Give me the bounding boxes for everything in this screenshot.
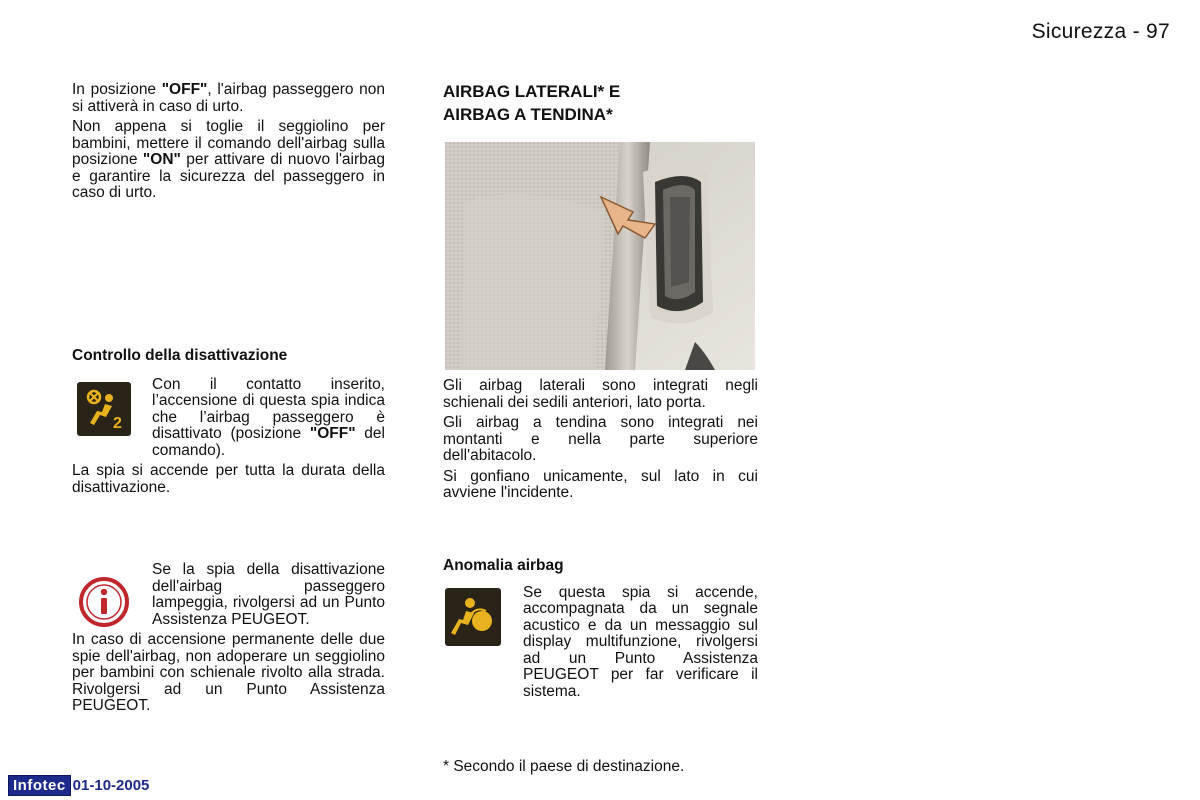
text-span: In posizione [72, 81, 162, 98]
warning-block [72, 562, 385, 719]
text-span: Con il contatto inserito, l’accensione di questa spia indica che l’airbag passeggero è disattivato (posizione [152, 375, 385, 442]
side-airbag-paragraph-1: Gli airbag laterali sono integrati negli schienali dei sedili anteriori, lato porta. [443, 377, 758, 411]
infotec-logo: Infotec [8, 775, 71, 796]
section-title-line-2: AIRBAG A TENDINA* [443, 105, 613, 124]
deactivation-row [72, 377, 385, 460]
bold-off: "OFF" [309, 425, 356, 442]
side-airbag-paragraph-2: Gli airbag a tendina sono integrati nei montanti e nella parte superiore dell'abitacolo. [443, 414, 758, 464]
warning-text-wrap [152, 562, 385, 628]
anomaly-block [443, 558, 758, 704]
bold-on: "ON" [142, 151, 181, 168]
deactivation-text-wrap [152, 377, 385, 460]
seat-airbag-photo [445, 142, 755, 370]
side-airbag-title [443, 82, 758, 128]
deactivation-text-2: La spia si accende per tutta la durata della disattivazione. [72, 462, 385, 496]
text-span: per attivare di nuovo l'airbag e garantire la sicurezza del passeggero in caso di urto. [72, 151, 385, 201]
deactivation-title: Controllo della disattivazione [72, 347, 288, 364]
text-span: del comando). [152, 425, 385, 459]
footer-date: 01-10-2005 [72, 776, 150, 794]
text-span: , l'airbag passeggero non si attiverà in caso di urto. [72, 81, 385, 115]
intro-paragraph-2 [72, 119, 385, 202]
section-title-line-1: AIRBAG LATERALI* E [443, 82, 621, 101]
svg-text:2: 2 [113, 414, 122, 432]
info-warning-icon [74, 572, 134, 632]
text-span: Non appena si toglie il seggiolino per bambini, mettere il comando dell'airbag sulla posizione [72, 118, 385, 168]
intro-paragraph-1 [72, 82, 385, 115]
page-header: Sicurezza - 97 [1031, 20, 1170, 43]
deactivation-block [72, 348, 385, 500]
warning-text-2: In caso di accensione permanente delle due spie dell'airbag, non adoperare un seggiolino per bambini con schienale rivolto alla strada. Rivolgersi ad un Punto Assistenza PEUGEOT. [72, 631, 385, 714]
anomaly-text-wrap [523, 585, 758, 701]
anomaly-text: Se questa spia si accende, accompagnata da un segnale acustico e da un messaggio sul display multifunzione, rivolgersi ad un Punto Assistenza PEUGEOT per far verificare il sistema. [523, 583, 758, 700]
footer [8, 774, 149, 796]
anomaly-row [443, 585, 758, 701]
airbag-fault-icon [443, 587, 503, 647]
side-airbag-text [443, 378, 758, 506]
airbag-off-warning-icon [74, 379, 134, 439]
warning-text-1: Se la spia della disattivazione dell'airbag passeggero lampeggia, rivolgersi ad un Punto Assistenza PEUGEOT. [152, 561, 385, 628]
footnote: * Secondo il paese di destinazione. [443, 758, 685, 775]
warning-row [72, 562, 385, 628]
intro-block [72, 82, 385, 206]
bold-off: "OFF" [161, 81, 208, 98]
deactivation-text [152, 377, 385, 460]
anomaly-title: Anomalia airbag [443, 557, 564, 574]
side-airbag-paragraph-3: Si gonfiano unicamente, sul lato in cui avviene l'incidente. [443, 467, 758, 501]
